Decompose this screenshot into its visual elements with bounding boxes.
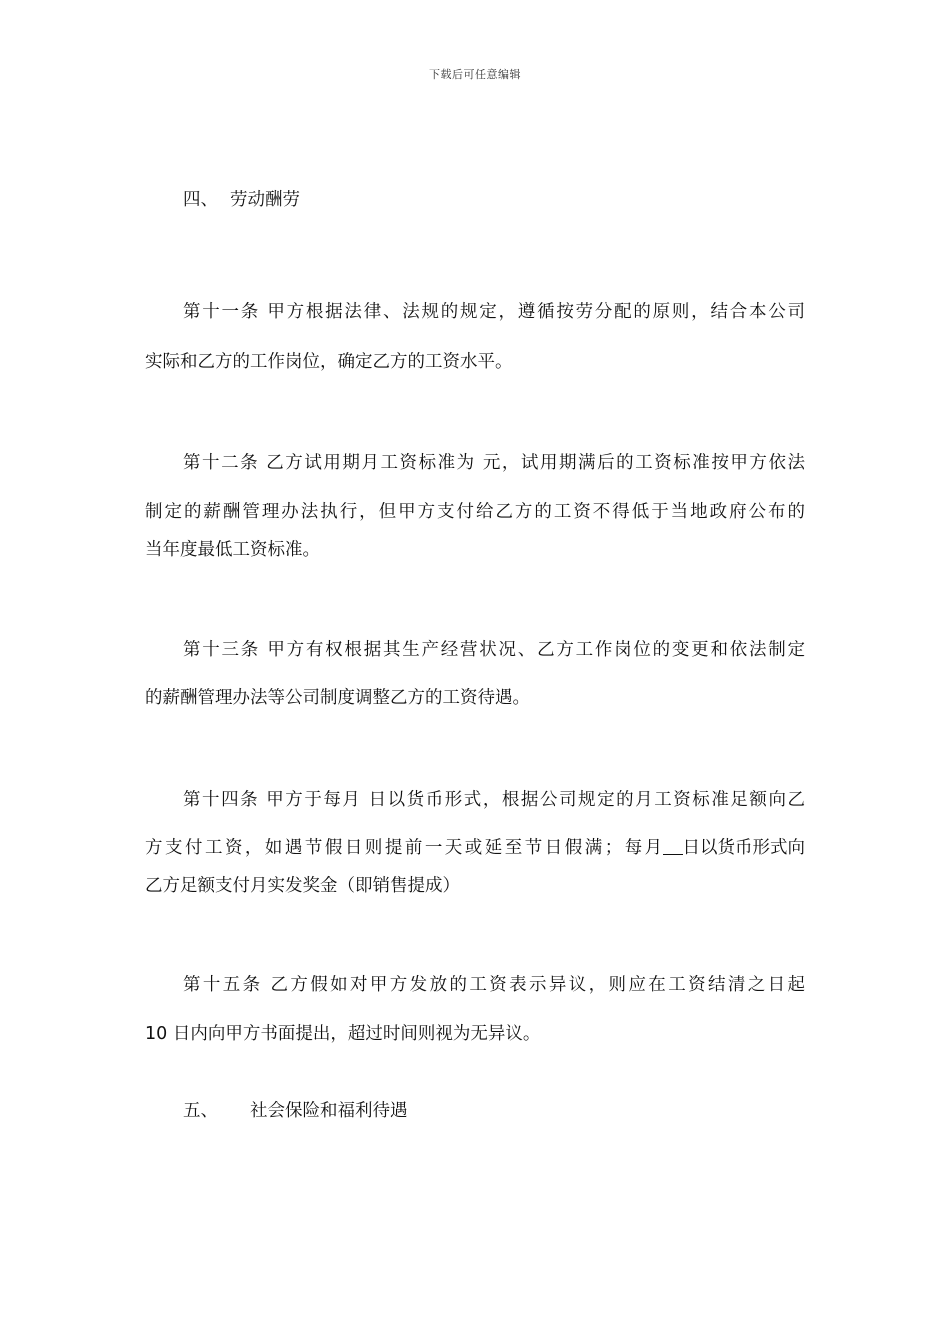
article-13-line-1: 第十三条 甲方有权根据其生产经营状况、乙方工作岗位的变更和依法制定 [183, 640, 805, 660]
article-14-line-3: 乙方足额支付月实发奖金（即销售提成） [145, 876, 460, 896]
article-15-line-1: 第十五条 乙方假如对甲方发放的工资表示异议，则应在工资结清之日起 [183, 975, 805, 995]
section-heading-4 [183, 188, 300, 212]
article-11-line-2: 实际和乙方的工作岗位，确定乙方的工资水平。 [145, 352, 513, 372]
article-12-line-3: 当年度最低工资标准。 [145, 540, 320, 560]
article-12-line-2: 制定的薪酬管理办法执行，但甲方支付给乙方的工资不得低于当地政府公布的 [145, 502, 805, 522]
article-11-line-1: 第十一条 甲方根据法律、法规的规定，遵循按劳分配的原则，结合本公司 [183, 302, 805, 322]
page-header-note: 下载后可任意编辑 [429, 68, 521, 81]
section-title: 劳动酬劳 [230, 190, 300, 210]
section-number: 四、 [183, 190, 218, 210]
section-number: 五、 [183, 1101, 218, 1121]
article-14-line-1: 第十四条 甲方于每月 日以货币形式，根据公司规定的月工资标准足额向乙 [183, 790, 805, 810]
article-14-line-2 [145, 836, 805, 860]
article-13-line-2: 的薪酬管理办法等公司制度调整乙方的工资待遇。 [145, 688, 530, 708]
article-14-line-2-text: 方支付工资，如遇节假日则提前一天或延至节日假满；每月 [145, 838, 663, 858]
article-12-line-1: 第十二条 乙方试用期月工资标准为 元，试用期满后的工资标准按甲方依法 [183, 453, 805, 473]
article-14-line-2-tail: 日以货币形式向 [682, 838, 805, 858]
fill-in-blank [663, 836, 683, 855]
article-15-line-2: 10 日内向甲方书面提出，超过时间则视为无异议。 [145, 1024, 541, 1044]
section-title: 社会保险和福利待遇 [250, 1101, 408, 1121]
section-heading-5 [183, 1099, 408, 1123]
